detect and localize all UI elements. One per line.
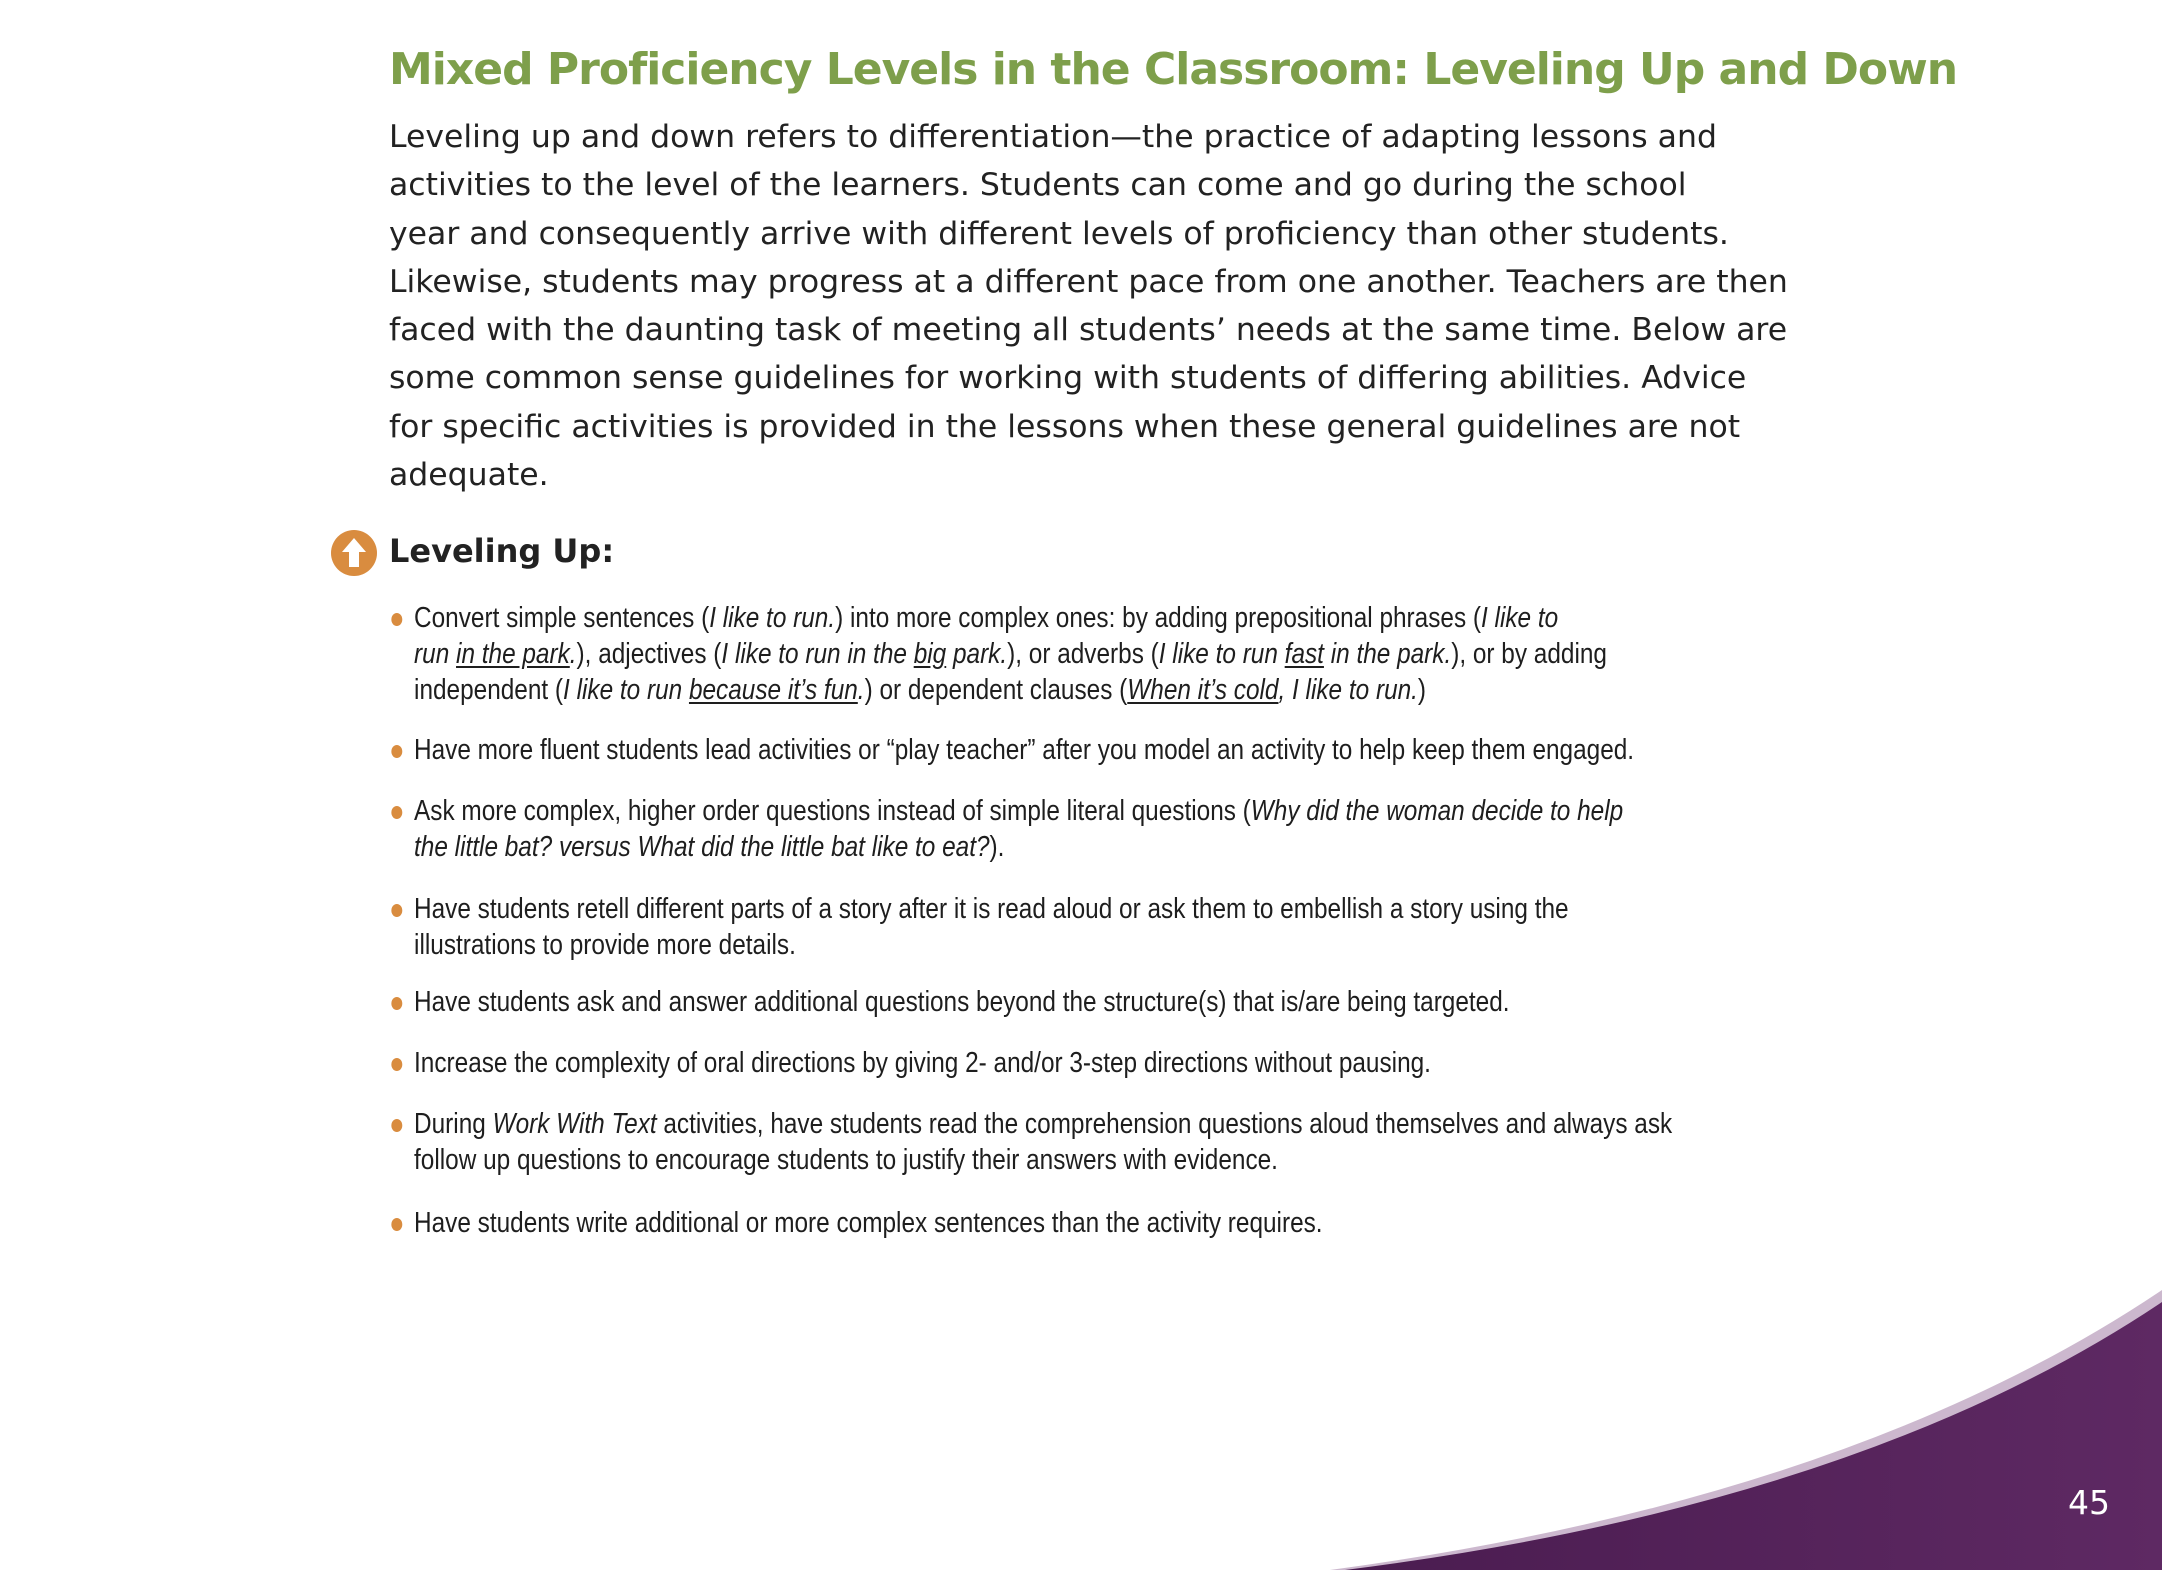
- intro-line: activities to the level of the learners. Students can come and go during the school: [389, 167, 1687, 204]
- text-run: Why did the woman decide to help: [1250, 795, 1624, 827]
- text-run: I like to run.: [709, 602, 836, 634]
- text-run: fast: [1284, 638, 1324, 670]
- text-run: I like to: [1481, 602, 1559, 634]
- text-run: When it’s cold: [1127, 674, 1279, 706]
- text-run: ), or adverbs (: [1007, 638, 1159, 670]
- text-run: ) into more complex ones: by adding prepositional phrases (: [835, 602, 1482, 634]
- text-run: , I like to run.: [1278, 674, 1418, 706]
- text-run: I like to run in the: [721, 638, 914, 670]
- text-run: run: [414, 638, 457, 670]
- text-run: Convert simple sentences (: [414, 602, 710, 634]
- text-run: Have students write additional or more complex sentences than the activity requires.: [414, 1207, 1323, 1239]
- text-run: in the park.: [1323, 638, 1452, 670]
- text-run: follow up questions to encourage students to justify their answers with evidence.: [414, 1144, 1278, 1176]
- page-title: Mixed Proficiency Levels in the Classroom: Leveling Up and Down: [389, 44, 1958, 95]
- text-run: ): [1417, 674, 1427, 706]
- text-run: Have students retell different parts of a story after it is read aloud or ask them to embellish a story using the: [414, 893, 1569, 925]
- text-run: I like to run: [563, 674, 689, 706]
- text-run: .: [857, 674, 865, 706]
- intro-line: some common sense guidelines for working with students of differing abilities. Advice: [389, 360, 1747, 397]
- section-heading: Leveling Up:: [389, 532, 615, 570]
- text-run: Work With Text: [492, 1108, 657, 1140]
- text-run: .: [569, 638, 577, 670]
- intro-line: year and consequently arrive with different levels of proficiency than other students.: [389, 215, 1729, 252]
- text-run: Ask more complex, higher order questions instead of simple literal questions (: [414, 795, 1251, 827]
- text-run: Increase the complexity of oral directions by giving 2- and/or 3-step directions without pausing.: [414, 1047, 1431, 1079]
- text-run: illustrations to provide more details.: [414, 929, 796, 961]
- text-run: Have more fluent students lead activities or “play teacher” after you model an activity to help keep them engaged.: [414, 734, 1635, 766]
- text-run: ).: [989, 831, 1005, 863]
- text-run: ), adjectives (: [576, 638, 722, 670]
- text-run: ), or by adding: [1451, 638, 1607, 670]
- intro-line: for specific activities is provided in the lessons when these general guidelines are not: [389, 408, 1741, 445]
- intro-line: adequate.: [389, 457, 549, 494]
- intro-line: Leveling up and down refers to differentiation—the practice of adapting lessons and: [389, 119, 1717, 155]
- text-run: because it’s fun: [688, 674, 858, 706]
- text-run: During: [414, 1108, 493, 1140]
- intro-line: faced with the daunting task of meeting all students’ needs at the same time. Below are: [389, 312, 1788, 349]
- intro-line: Likewise, students may progress at a different pace from one another. Teachers are then: [389, 263, 1788, 300]
- text-run: park.: [946, 638, 1008, 670]
- text-run: the little bat? versus What did the little bat like to eat?: [414, 831, 990, 863]
- text-run: activities, have students read the comprehension questions aloud themselves and always ask: [656, 1108, 1673, 1140]
- text-run: Have students ask and answer additional questions beyond the structure(s) that is/are being targeted.: [414, 986, 1510, 1018]
- text-run: ) or dependent clauses (: [864, 674, 1128, 706]
- text-run: big: [913, 638, 947, 670]
- text-run: in the park: [456, 638, 570, 670]
- text-run: independent (: [414, 674, 564, 706]
- text-run: I like to run: [1158, 638, 1285, 670]
- page-number: 45: [2068, 1483, 2110, 1522]
